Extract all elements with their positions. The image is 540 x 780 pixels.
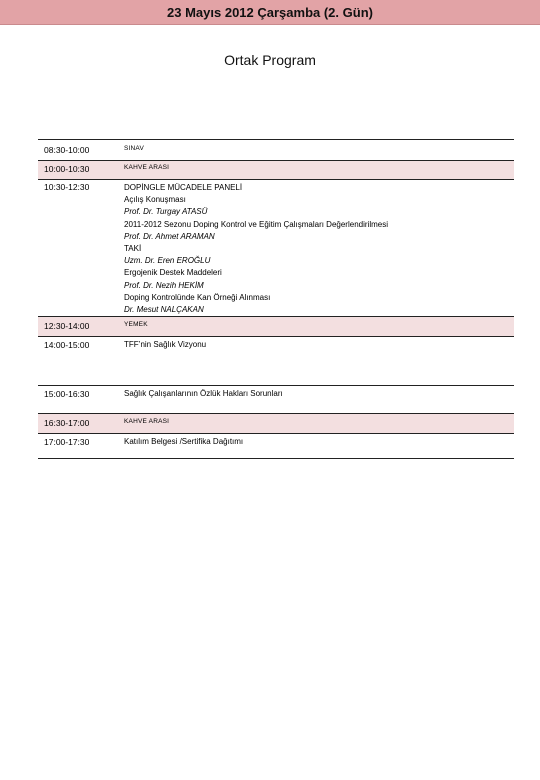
row-time: 08:30-10:00	[44, 145, 90, 155]
schedule-row-sinav	[38, 139, 514, 160]
header-bar	[0, 0, 540, 25]
schedule-row-panel	[38, 179, 514, 316]
row-text: KAHVE ARASI	[124, 164, 170, 171]
row-content	[124, 140, 514, 160]
row-time: 10:30-12:30	[44, 182, 90, 192]
row-text: YEMEK	[124, 321, 148, 328]
speaker-name: Uzm. Dr. Eren EROĞLU	[124, 256, 211, 266]
schedule-row-coffee-break	[38, 413, 514, 433]
row-text: Katılım Belgesi /Sertifika Dağıtımı	[124, 437, 244, 446]
speaker-name: Prof. Dr. Nezih HEKİM	[124, 280, 204, 290]
row-time: 16:30-17:00	[44, 418, 90, 428]
row-text: KAHVE ARASI	[124, 418, 170, 425]
speaker-name: Prof. Dr. Ahmet ARAMAN	[124, 231, 215, 241]
panel-title: DOPİNGLE MÜCADELE PANELİ	[124, 183, 243, 192]
talk-title: Ergojenik Destek Maddeleri	[124, 268, 222, 278]
header-date: 23 Mayıs 2012 Çarşamba (2. Gün)	[167, 4, 373, 20]
schedule-row-health-workers	[38, 385, 514, 413]
row-text: SINAV	[124, 145, 145, 152]
schedule-table	[38, 139, 514, 459]
talk-title: TAKİ	[124, 243, 142, 253]
row-content	[124, 414, 514, 433]
row-time: 17:00-17:30	[44, 437, 90, 447]
row-content	[124, 337, 514, 385]
row-time: 15:00-16:30	[44, 389, 90, 399]
talk-title: 2011-2012 Sezonu Doping Kontrol ve Eğitim Çalışmaları Değerlendirilmesi	[124, 219, 388, 229]
talk-title: Açılış Konuşması	[124, 195, 186, 205]
row-text: Sağlık Çalışanlarının Özlük Hakları Sorunları	[124, 389, 283, 398]
program-title: Ortak Program	[224, 52, 316, 68]
row-content	[124, 161, 514, 179]
row-content	[124, 317, 514, 336]
row-content	[124, 386, 514, 413]
schedule-row-lunch	[38, 316, 514, 336]
row-time: 14:00-15:00	[44, 340, 90, 350]
schedule-row-coffee-break	[38, 160, 514, 179]
row-text: TFF’nin Sağlık Vizyonu	[124, 340, 207, 349]
speaker-name: Prof. Dr. Turgay ATASÜ	[124, 207, 208, 217]
schedule-row-tff	[38, 336, 514, 385]
speaker-name: Dr. Mesut NALÇAKAN	[124, 304, 204, 314]
talk-title: Doping Kontrolünde Kan Örneği Alınması	[124, 292, 271, 302]
row-time: 12:30-14:00	[44, 321, 90, 331]
row-content	[124, 180, 514, 316]
row-time: 10:00-10:30	[44, 164, 90, 174]
schedule-row-certificates	[38, 433, 514, 459]
row-content	[124, 434, 514, 458]
